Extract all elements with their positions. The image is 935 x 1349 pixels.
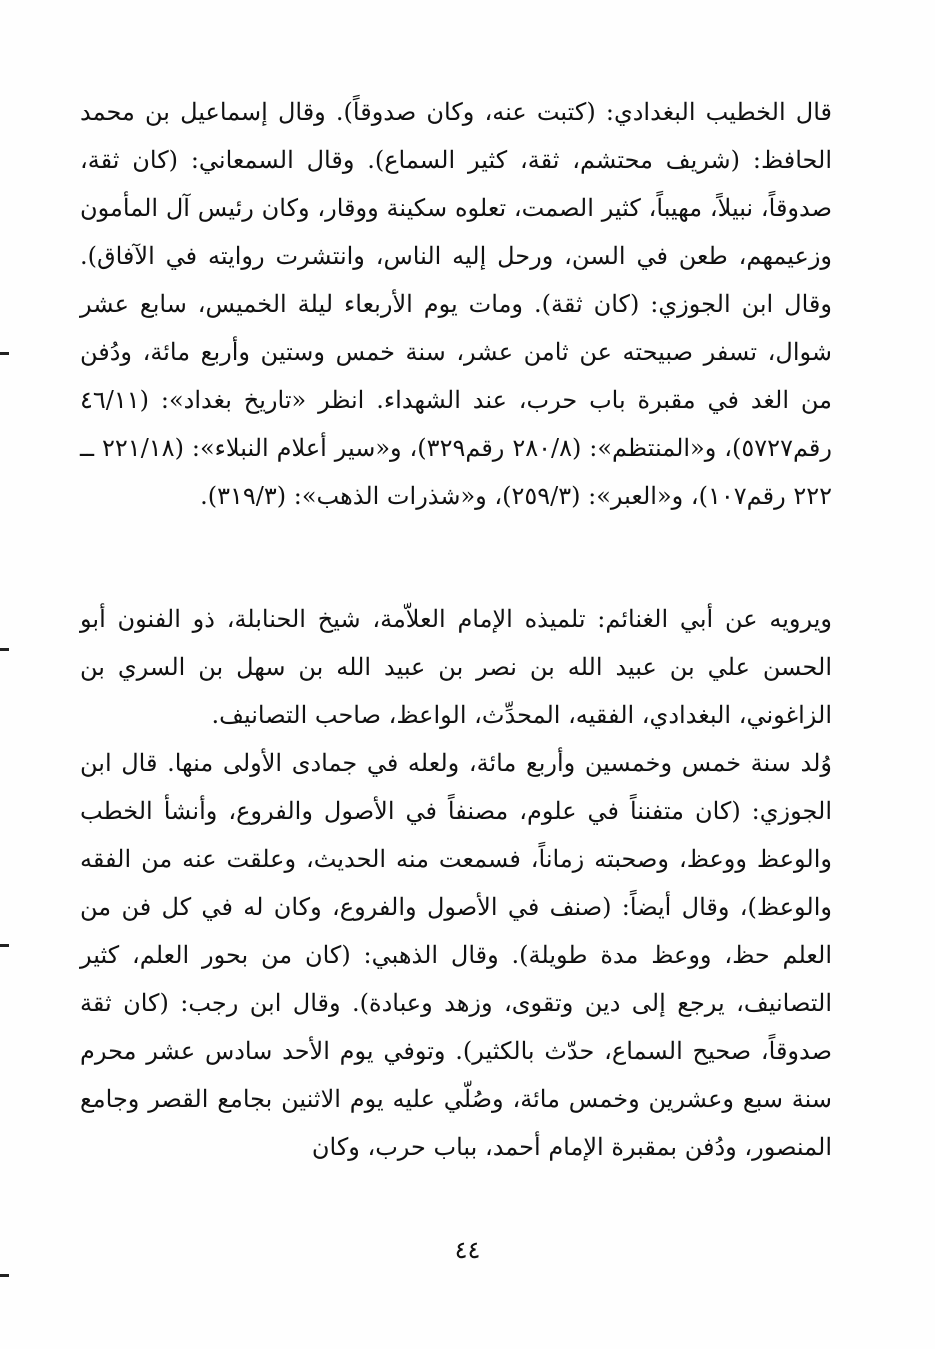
scan-edge-mark	[0, 352, 9, 355]
scan-edge-mark	[0, 944, 9, 947]
paragraph-text: قال الخطيب البغدادي: (كتبت عنه، وكان صدوقاً). وقال إسماعيل بن محمد الحافظ: (شريف محتشم، ثقة، كثير السماع). وقال السمعاني: (كان ثقة، صدوقاً، نبيلاً، مهيباً، كثير الصمت، تعلوه سكينة ووقار، وكان رئيس آل المأمون وزعيمهم، طعن في السن، ورحل إليه الناس، وانتشرت روايته في الآفاق). وقال ابن الجوزي: (كان ثقة). ومات يوم الأربعاء ليلة الخميس، سابع عشر شوال، تسفر صبيحته عن ثامن عشر، سنة خمس وستين وأربع مائة، ودُفن من الغد في مقبرة باب حرب، عند الشهداء. انظر «تاريخ بغداد»: (٤٦/١١ رقم٥٧٢٧)، و«المنتظم»: (٢٨٠/٨ رقم٣٢٩)، و«سير أعلام النبلاء»: (٢٢١/١٨ ــ ٢٢٢ رقم١٠٧)، و«العبر»: (٢٥٩/٣)، و«شذرات الذهب»: (٣١٩/٣).	[80, 98, 832, 510]
scan-edge-mark	[0, 648, 9, 651]
paragraph-text: وُلد سنة خمس وخمسين وأربع مائة، ولعله في جمادى الأولى منها. قال ابن الجوزي: (كان متفنناً في علوم، مصنفاً في الأصول والفروع، وأنشأ الخطب والوعظ ووعظ، وصحبته زماناً، فسمعت منه الحديث، وعلقت عنه من الفقه والوعظ)، وقال أيضاً: (صنف في الأصول والفروع، وكان له في كل فن من العلم حظ، ووعظ مدة طويلة). وقال الذهبي: (كان من بحور العلم، كثير التصانيف، يرجع إلى دين وتقوى، وزهد وعبادة). وقال ابن رجب: (كان ثقة صدوقاً، صحيح السماع، حدّث بالكثير). وتوفي يوم الأحد سادس عشر محرم سنة سبع وعشرين وخمس مائة، وصُلّي عليه يوم الاثنين بجامع القصر وجامع المنصور، ودُفن بمقبرة الإمام أحمد، بباب حرب، وكان	[80, 749, 832, 1161]
paragraph-student-al-zaghuni	[80, 595, 832, 739]
paragraph-biography-abu-al-ghanaim	[80, 88, 832, 520]
page-number: ٤٤	[454, 1236, 481, 1264]
paragraph-biography-al-zaghuni	[80, 739, 832, 1171]
scan-edge-mark	[0, 1274, 9, 1277]
paragraph-text: ويرويه عن أبي الغنائم: تلميذه الإمام العلاّمة، شيخ الحنابلة، ذو الفنون أبو الحسن علي بن عبيد الله بن نصر بن عبيد الله بن سهل بن السري بن الزاغوني، البغدادي، الفقيه، المحدِّث، الواعظ، صاحب التصانيف.	[80, 605, 832, 729]
